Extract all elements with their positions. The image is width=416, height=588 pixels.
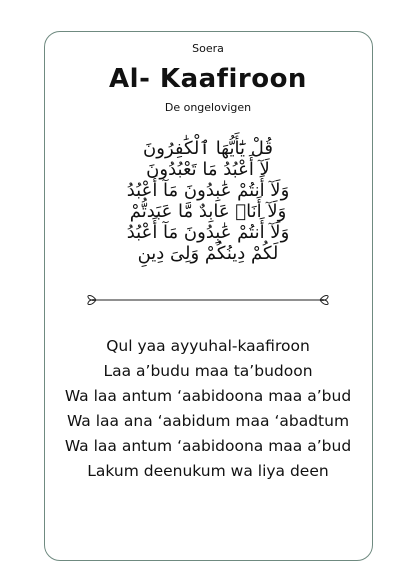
arabic-line: وَلَآ أَنَا۠ عَابِدٌ مَّا عَبَدتُّمْ xyxy=(129,201,287,222)
arabic-line: لَآ أَعْبُدُ مَا تَعْبُدُونَ xyxy=(146,159,270,180)
translit-line: Wa laa antum ‘aabidoona maa a’bud xyxy=(64,437,352,455)
arabic-line: وَلَآ أَنتُمْ عَٰبِدُونَ مَآ أَعْبُدُ xyxy=(126,180,290,201)
surah-subtitle: De ongelovigen xyxy=(164,101,252,114)
translit-line: Laa a’budu maa ta’budoon xyxy=(103,362,313,380)
translit-line: Lakum deenukum wa liya deen xyxy=(87,462,329,480)
arabic-verses xyxy=(0,138,416,264)
arabic-line: لَكُمْ دِينُكُمْ وَلِىَ دِينِ xyxy=(137,243,279,264)
translit-line: Wa laa antum ‘aabidoona maa a’bud xyxy=(64,387,352,405)
surah-label: Soera xyxy=(192,42,224,55)
arabic-line: وَلَآ أَنتُمْ عَٰبِدُونَ مَآ أَعْبُدُ xyxy=(126,222,290,243)
page-title: Al- Kaafiroon xyxy=(109,64,307,94)
translit-line: Wa laa ana ‘aabidum maa ‘abadtum xyxy=(66,412,350,430)
arabic-line: قُلْ يَٰٓأَيُّهَا ٱلْكَٰفِرُونَ xyxy=(143,138,273,159)
leaf-divider-icon xyxy=(86,290,330,310)
transliteration xyxy=(0,334,416,484)
translit-line: Qul yaa ayyuhal-kaafiroon xyxy=(106,337,310,355)
